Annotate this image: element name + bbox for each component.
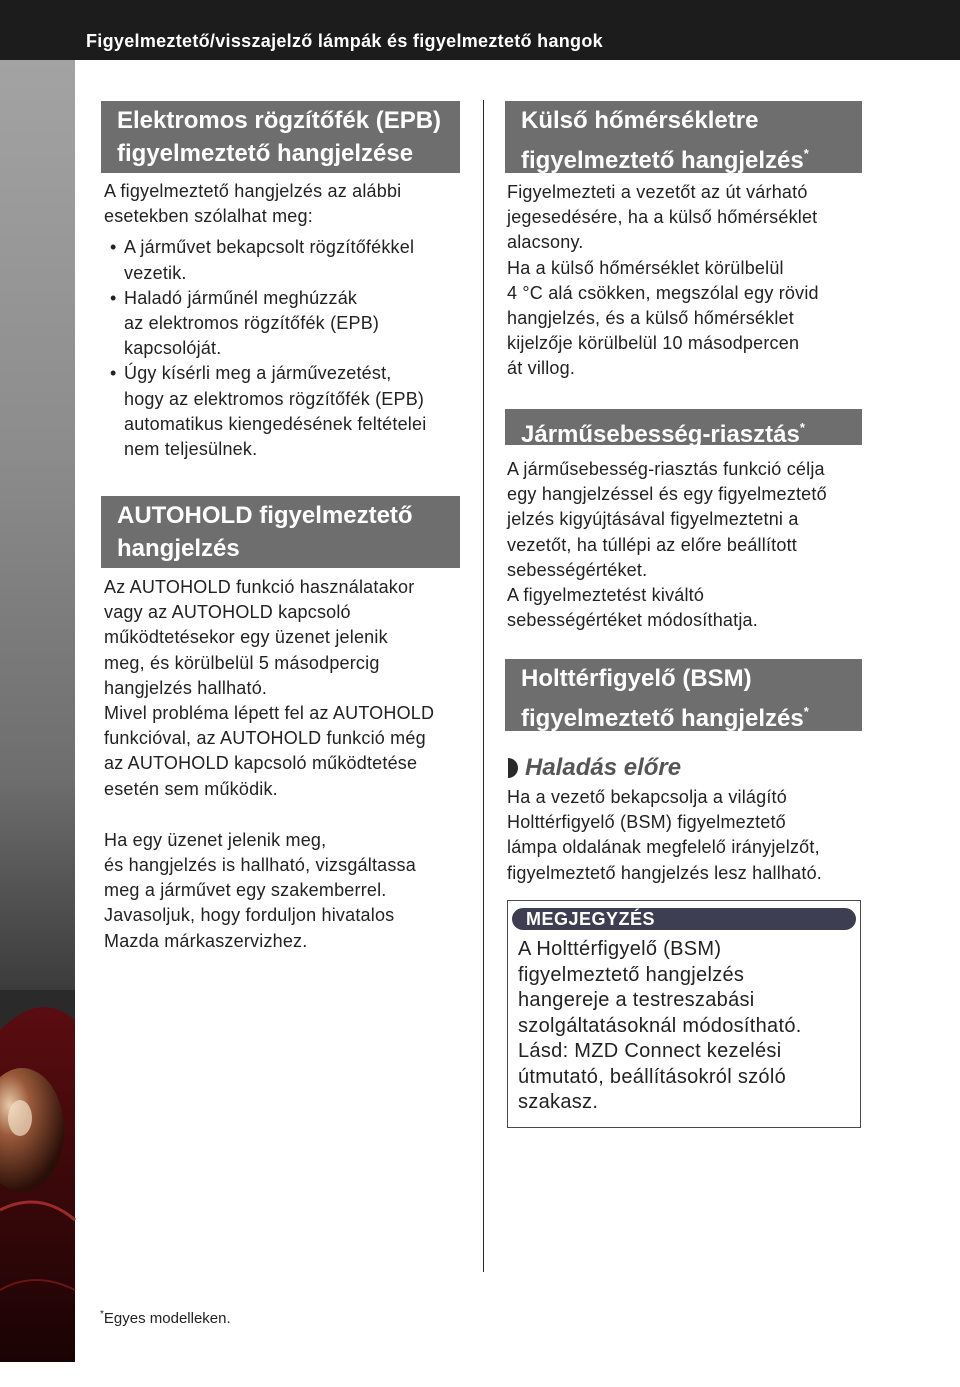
- note-line: Lásd: MZD Connect kezelési: [518, 1040, 782, 1062]
- paragraph-line: jelzés kigyújtásával figyelmeztetni a: [507, 509, 799, 530]
- paragraph-line: hangjelzés hallható.: [104, 677, 268, 698]
- note-line: A Holttérfigyelő (BSM): [518, 938, 722, 960]
- paragraph-line: működtetésekor egy üzenet jelenik: [104, 627, 388, 648]
- outside-temp-heading-line1: Külső hőmérsékletre: [521, 107, 759, 134]
- paragraph-line: Ha a vezető bekapcsolja a világító: [507, 787, 787, 807]
- autohold-heading-line1: AUTOHOLD figyelmeztető: [117, 502, 413, 529]
- note-box: [507, 900, 861, 1128]
- outside-temp-heading-line2: [521, 137, 846, 177]
- column-divider: [483, 100, 484, 1272]
- paragraph-line: vezetőt, ha túllépi az előre beállított: [507, 534, 797, 555]
- outside-temp-heading: [505, 101, 862, 173]
- speed-alarm-body: [507, 457, 867, 633]
- paragraph-line: 4 °C alá csökken, megszólal egy rövid: [507, 282, 819, 303]
- footnote-text: Egyes modelleken.: [103, 1310, 231, 1327]
- note-label: MEGJEGYZÉS: [512, 908, 856, 930]
- note-line: szolgáltatásoknál módosítható.: [518, 1014, 802, 1037]
- epb-body: [104, 179, 464, 462]
- bullet-line: hogy az elektromos rögzítőfék (EPB): [124, 388, 425, 409]
- paragraph-line: Ha egy üzenet jelenik meg,: [104, 829, 327, 850]
- paragraph-line: Az AUTOHOLD funkció használatakor: [104, 577, 415, 597]
- paragraph-line: az AUTOHOLD kapcsoló működtetése: [104, 753, 418, 774]
- page-header-title: Figyelmeztető/visszajelző lámpák és figyelmeztető hangok: [86, 31, 603, 51]
- epb-heading-line2: figyelmeztető hangjelzése: [117, 140, 414, 167]
- bullet-line: nem teljesülnek.: [124, 439, 258, 460]
- note-line: figyelmeztető hangjelzés: [518, 963, 745, 986]
- note-text: [518, 937, 848, 1116]
- epb-bullet-list: [104, 235, 464, 462]
- bullet-line: vezetik.: [124, 262, 187, 283]
- heading-text: Járműsebesség-riasztás: [521, 421, 800, 448]
- footnote-asterisk: *: [100, 1309, 104, 1320]
- paragraph-line: meg a járművet egy szakemberrel.: [104, 880, 387, 901]
- asterisk-mark: *: [799, 420, 805, 435]
- car-headlight-image: [0, 990, 75, 1362]
- paragraph-line: hangjelzés, és a külső hőmérséklet: [507, 308, 794, 329]
- note-line: szakasz.: [518, 1091, 599, 1113]
- epb-heading: [101, 101, 460, 173]
- bsm-heading-line1: Holttérfigyelő (BSM): [521, 665, 752, 692]
- paragraph-line: kijelzője körülbelül 10 másodpercen: [507, 333, 800, 354]
- paragraph-line: át villog.: [507, 358, 576, 379]
- list-item: [104, 235, 464, 285]
- paragraph-line: Ha a külső hőmérséklet körülbelül: [507, 257, 784, 278]
- epb-intro-line2: esetekben szólalhat meg:: [104, 206, 313, 227]
- bsm-heading: [505, 659, 862, 731]
- paragraph-line: Figyelmezteti a vezetőt az út várható: [507, 182, 808, 202]
- paragraph-line: sebességértéket.: [507, 559, 648, 580]
- list-item: [104, 286, 464, 362]
- list-item: [104, 361, 464, 462]
- paragraph-line: alacsony.: [507, 232, 584, 253]
- bullet-line: az elektromos rögzítőfék (EPB): [124, 313, 380, 334]
- paragraph-line: egy hangjelzéssel és egy figyelmeztető: [507, 484, 827, 505]
- autohold-body: [104, 575, 469, 954]
- paragraph-line: A figyelmeztetést kiváltó: [507, 585, 705, 606]
- footnote: [100, 1309, 231, 1327]
- paragraph-line: meg, és körülbelül 5 másodpercig: [104, 652, 380, 673]
- bsm-subheading: [507, 754, 681, 782]
- bullet-line: • Haladó járműnél meghúzzák: [124, 287, 358, 308]
- asterisk-mark: *: [803, 704, 809, 719]
- subheading-text: Haladás előre: [525, 754, 682, 781]
- autohold-heading: [101, 496, 460, 568]
- paragraph-line: sebességértéket módosíthatja.: [507, 610, 758, 631]
- epb-intro-line1: A figyelmeztető hangjelzés az alábbi: [104, 181, 402, 201]
- paragraph-line: figyelmeztető hangjelzés lesz hallható.: [507, 862, 822, 883]
- bsm-heading-line2: [521, 695, 846, 735]
- half-circle-marker-icon: [507, 757, 519, 779]
- paragraph-line: jegesedésére, ha a külső hőmérséklet: [507, 207, 818, 228]
- paragraph-line: vagy az AUTOHOLD kapcsoló: [104, 602, 351, 623]
- paragraph-line: Mazda márkaszervizhez.: [104, 930, 308, 951]
- paragraph-line: és hangjelzés is hallható, vizsgáltassa: [104, 855, 416, 876]
- side-margin: [0, 60, 75, 1386]
- paragraph-line: funkcióval, az AUTOHOLD funkció még: [104, 728, 426, 749]
- note-line: hangereje a testreszabási: [518, 989, 755, 1011]
- asterisk-mark: *: [803, 146, 809, 161]
- autohold-heading-line2: hangjelzés: [117, 535, 240, 562]
- page-header-bar: [0, 0, 960, 60]
- bullet-line: • Úgy kísérli meg a járművezetést,: [124, 363, 392, 384]
- note-line: útmutató, beállításokról szóló: [518, 1065, 787, 1088]
- heading-text: figyelmeztető hangjelzés: [521, 147, 804, 174]
- epb-heading-line1: Elektromos rögzítőfék (EPB): [117, 107, 442, 134]
- paragraph-line: A járműsebesség-riasztás funkció célja: [507, 459, 825, 479]
- outside-temp-body: [507, 180, 867, 382]
- paragraph-line: lámpa oldalának megfelelő irányjelzőt,: [507, 837, 820, 858]
- paragraph-line: Holttérfigyelő (BSM) figyelmeztető: [507, 812, 786, 833]
- heading-text: figyelmeztető hangjelzés: [521, 705, 804, 732]
- paragraph-line: esetén sem működik.: [104, 778, 278, 799]
- bullet-line: • A járművet bekapcsolt rögzítőfékkel: [124, 237, 415, 258]
- bullet-line: kapcsolóját.: [124, 338, 222, 359]
- bsm-body: [507, 785, 867, 886]
- bullet-line: automatikus kiengedésének feltételei: [124, 413, 427, 434]
- paragraph-line: Javasoljuk, hogy forduljon hivatalos: [104, 905, 395, 926]
- speed-alarm-heading: [505, 409, 862, 448]
- paragraph-line: Mivel probléma lépett fel az AUTOHOLD: [104, 703, 435, 724]
- page-number: 7-42: [16, 1360, 63, 1386]
